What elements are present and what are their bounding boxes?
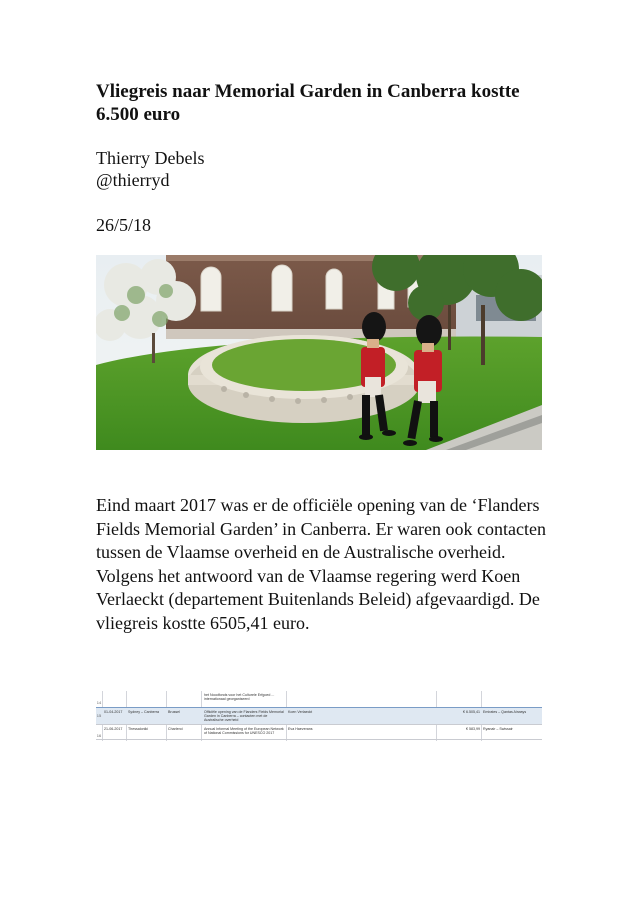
table-row: [96, 724, 542, 740]
cell-carrier: Emirates – Qantas Airways: [483, 710, 527, 714]
author-handle: @thierryd: [96, 170, 170, 190]
article-title: Vliegreis naar Memorial Garden in Canberra kostte 6.500 euro: [96, 81, 520, 125]
author-name: Thierry Debels: [96, 148, 205, 168]
cell-origin: Charleroi: [168, 727, 183, 731]
cell-destination: Sydney – Canberra: [128, 710, 159, 714]
table-row: [96, 691, 542, 707]
cell-origin: Brussel: [168, 710, 180, 714]
cell-person: Eva Haeverans: [288, 727, 313, 731]
cell-description: het ​​Noodfonds voor het Culturele Erfgoed ... internationaal ​geor​ganiseerd: [204, 693, 275, 702]
cell-amount: € 583,99: [466, 727, 480, 731]
cell-person: Koen Verlaeckt: [288, 710, 313, 714]
cell-date: 21-06-2017: [104, 727, 123, 731]
cell-description: Annual Informal Meeting of the European Network of National Commissions for UNESCO 2017: [204, 727, 284, 736]
row-number: 14: [96, 701, 102, 705]
row-number: 16: [96, 734, 102, 738]
cell-date: 01-04-2017: [104, 710, 123, 714]
cell-destination: Thessaloniki: [128, 727, 148, 731]
cell-description: Officiële opening van de Flanders Fields Memorial Garden in Canberra – contacten met de Australische overheid: [204, 710, 284, 723]
cell-carrier: Ryanair – Swissair: [483, 727, 513, 731]
memorial-garden-photo: [96, 255, 542, 450]
expense-table-excerpt: [96, 691, 542, 741]
cell-amount: € 6.505,41: [463, 710, 480, 714]
row-number: 15: [96, 714, 102, 718]
publish-date: 26/5/18: [96, 215, 152, 235]
table-row: [96, 707, 542, 725]
article-body: Eind maart 2017 was er de officiële opening van de ‘Flanders Fields Memorial Garden’ in Canberra. Er waren ook contacten tussen de Vlaamse overheid en de Australische overheid. Volgens het antwoord van de Vlaamse regering werd Koen Verlaeckt (departement Buitenlands Beleid) afgevaardigd. De vliegreis kostte 6505,41 euro.: [96, 495, 546, 633]
